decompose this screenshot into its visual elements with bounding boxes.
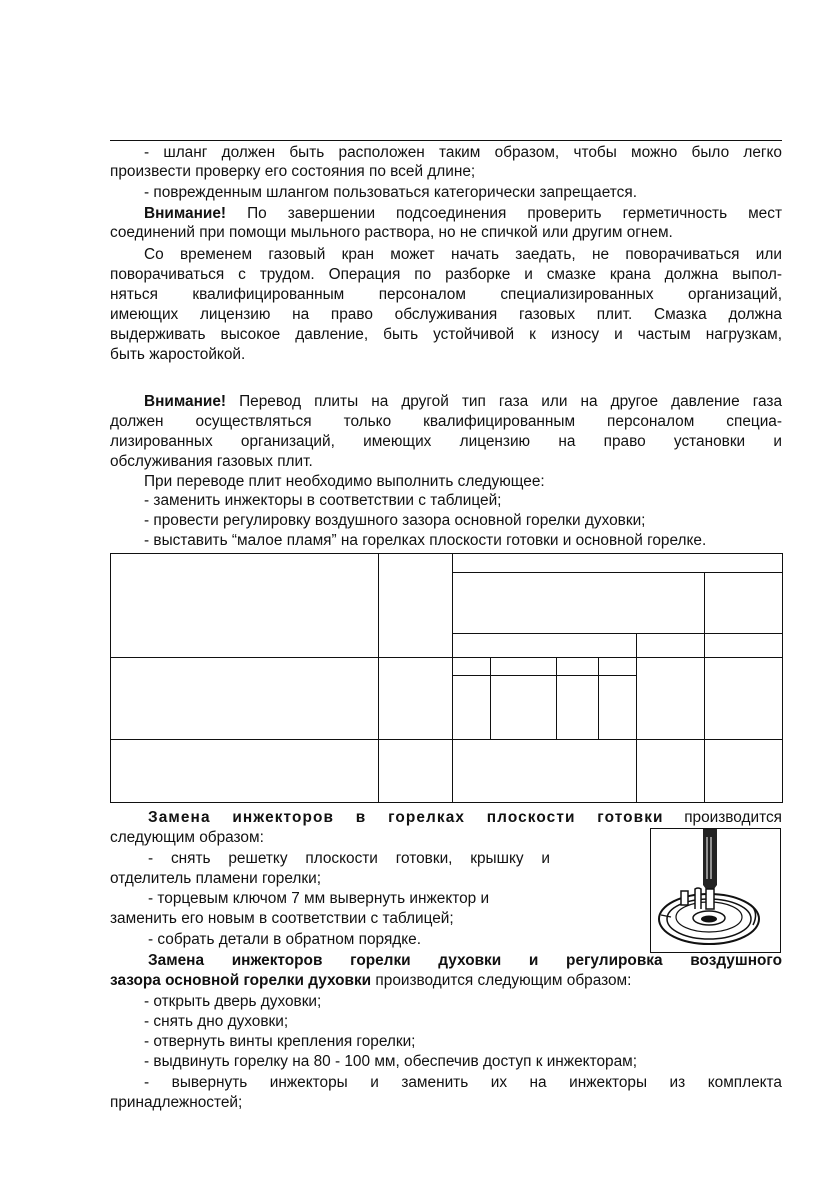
paragraph-line: няться квалифицированным персоналом специализированных организаций, [110, 286, 782, 303]
paragraph-line: следующим образом: [110, 829, 264, 846]
table-cell [453, 634, 637, 658]
table-cell [491, 676, 557, 740]
list-item: - снять дно духовки; [144, 1013, 289, 1030]
warning-line [110, 205, 782, 223]
paragraph-line: имеющих лицензию на право обслуживания газовых плит. Смазка должна [110, 306, 782, 323]
paragraph-line: принадлежностей; [110, 1094, 243, 1111]
table-cell [111, 740, 379, 803]
list-item: - провести регулировку воздушного зазора основной горелки духовки; [144, 512, 646, 529]
section-title-rest: производится [663, 809, 783, 826]
table-cell [379, 740, 453, 803]
list-item: - снять решетку плоскости готовки, крышку и [148, 850, 550, 867]
table-cell [491, 658, 557, 676]
table-cell [111, 554, 379, 658]
warning-text: По завершении подсоединения проверить герметичность мест [226, 205, 782, 222]
table-cell [637, 740, 705, 803]
table-cell [379, 658, 453, 740]
paragraph-line: При переводе плит необходимо выполнить следующее: [144, 473, 545, 490]
section-title-bold: Замена инжекторов горелки духовки и регулировка воздушного [148, 952, 782, 969]
burner-illustration [650, 828, 781, 953]
table-cell [557, 658, 599, 676]
warning-text: Перевод плиты на другой тип газа или на другое давление газа [226, 393, 782, 410]
table-cell [453, 740, 637, 803]
paragraph-line: обслуживания газовых плит. [110, 453, 313, 470]
wrench-injector-icon [651, 829, 779, 951]
table-cell [637, 658, 705, 740]
paragraph-line: - поврежденным шлангом пользоваться категорически запрещается. [144, 184, 637, 201]
list-item: - открыть дверь духовки; [144, 993, 322, 1010]
section-title-rest: производится следующим образом: [371, 972, 632, 989]
paragraph-line: произвести проверку его состояния по всей длине; [110, 163, 476, 180]
injector-table [110, 553, 783, 803]
paragraph-line: - шланг должен быть расположен таким образом, чтобы можно было легко [144, 144, 782, 161]
list-item: - выдвинуть горелку на 80 - 100 мм, обеспечив доступ к инжекторам; [144, 1053, 637, 1070]
warning-line [110, 393, 782, 411]
section-title-bold: Замена инжекторов в горелках плоскости готовки [148, 809, 664, 826]
table-cell [111, 658, 379, 740]
paragraph-line: Со временем газовый кран может начать заедать, не поворачиваться или [144, 246, 782, 263]
table-cell [705, 740, 783, 803]
table-cell [453, 573, 705, 634]
paragraph-line: быть жаростойкой. [110, 346, 246, 363]
list-item: - вывернуть инжекторы и заменить их на инжекторы из комплекта [144, 1074, 782, 1091]
header-rule [110, 140, 782, 141]
paragraph-line: заменить его новым в соответствии с таблицей; [110, 910, 454, 927]
table-cell [453, 658, 491, 676]
list-item: - заменить инжекторы в соответствии с таблицей; [144, 492, 502, 509]
paragraph-line: лизированных организаций, имеющих лицензию на право установки и [110, 433, 782, 450]
table-cell [557, 676, 599, 740]
table-cell [705, 658, 783, 740]
table-cell [453, 554, 783, 573]
paragraph-line: поворачиваться с трудом. Операция по разборке и смазке крана должна выпол- [110, 266, 782, 283]
paragraph-line: должен осуществляться только квалифицированным персоналом специа- [110, 413, 782, 430]
paragraph-line: соединений при помощи мыльного раствора, но не спичкой или другим огнем. [110, 224, 673, 241]
table-cell [599, 658, 637, 676]
section-title-bold: зазора основной горелки духовки [110, 972, 372, 989]
section-title [110, 952, 782, 970]
paragraph-line: отделитель пламени горелки; [110, 870, 321, 887]
list-item: - отвернуть винты крепления горелки; [144, 1033, 416, 1050]
section-title [110, 809, 782, 827]
list-item: - собрать детали в обратном порядке. [148, 931, 421, 948]
table-cell [637, 634, 705, 658]
section-title-continuation [110, 972, 631, 990]
warning-label: Внимание! [144, 393, 227, 410]
table-cell [453, 676, 491, 740]
paragraph-line: выдерживать высокое давление, быть устойчивой к износу и частым нагрузкам, [110, 326, 782, 343]
list-item: - торцевым ключом 7 мм вывернуть инжектор и [148, 890, 490, 907]
list-item: - выставить “малое пламя” на горелках плоскости готовки и основной горелке. [144, 532, 707, 549]
warning-label: Внимание! [144, 205, 227, 222]
table-cell [379, 554, 453, 658]
table-cell [705, 634, 783, 658]
table-cell [599, 676, 637, 740]
table-cell [705, 573, 783, 634]
